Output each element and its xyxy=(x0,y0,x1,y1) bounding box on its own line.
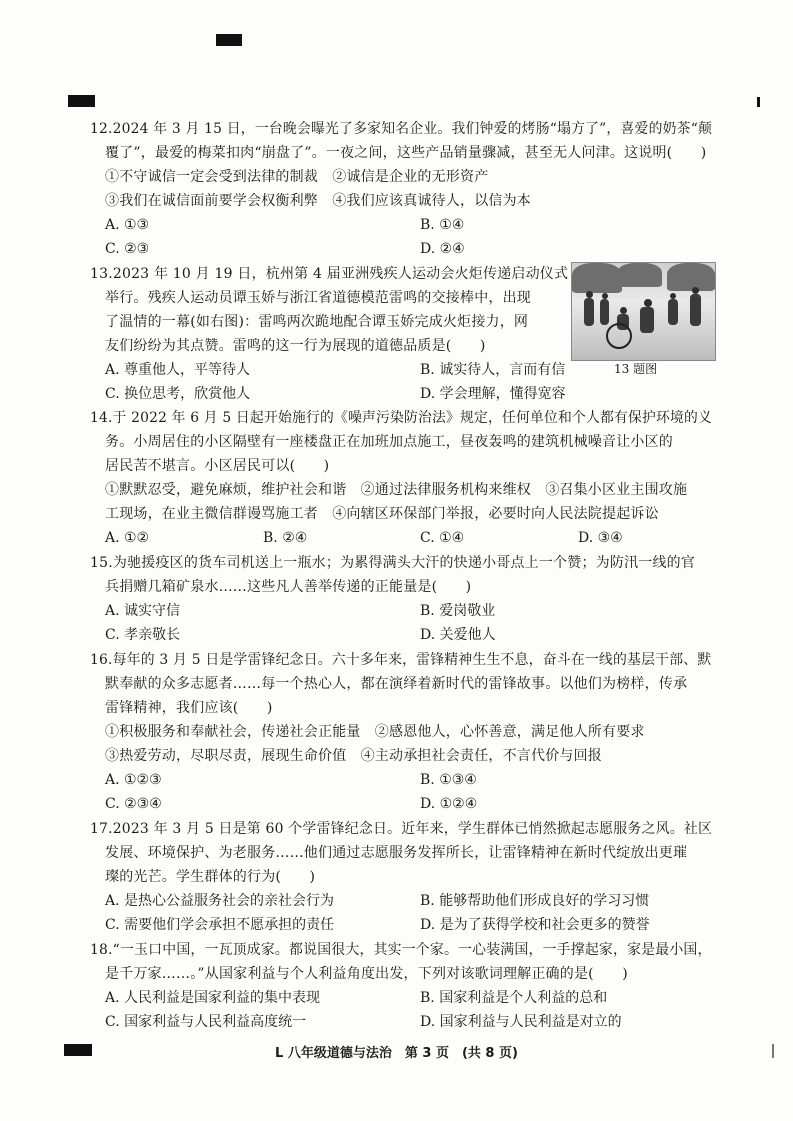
option-c: C. ②③ xyxy=(105,241,150,257)
option-b: B. 国家利益是个人利益的总和 xyxy=(420,990,608,1006)
question-text-line: 务。小周居住的小区隔壁有一座楼盘正在加班加点施工，昼夜轰鸣的建筑机械噪音让小区的 xyxy=(105,434,673,450)
option-c: C. 国家利益与人民利益高度统一 xyxy=(105,1014,307,1030)
option-b: B. ①③④ xyxy=(420,772,477,788)
option-a: A. 尊重他人，平等待人 xyxy=(105,362,251,378)
question-text-line: 居民苦不堪言。小区居民可以( ) xyxy=(105,458,330,474)
question-text-line: 举行。残疾人运动员谭玉娇与浙江省道德模范雷鸣的交接棒中，出现 xyxy=(105,290,531,306)
option-d: D. ②④ xyxy=(420,241,465,257)
option-b: B. 能够帮助他们形成良好的学习习惯 xyxy=(420,893,650,909)
question-text-line: 13.2023 年 10 月 19 日，杭州第 4 届亚洲残疾人运动会火炬传递启动仪式 xyxy=(90,266,569,282)
option-d: D. 国家利益与人民利益是对立的 xyxy=(420,1014,622,1030)
question-text-line: 兵捐赠几箱矿泉水……这些凡人善举传递的正能量是( ) xyxy=(105,579,472,595)
registration-mark xyxy=(757,97,760,107)
option-c: C. 需要他们学会承担不愿承担的责任 xyxy=(105,917,335,933)
registration-mark xyxy=(68,95,95,107)
option-a: A. 人民利益是国家利益的集中表现 xyxy=(105,990,321,1006)
option-c: C. 换位思考，欣赏他人 xyxy=(105,386,251,402)
registration-mark xyxy=(216,34,242,46)
option-c: C. ①④ xyxy=(420,530,465,546)
option-b: B. ②④ xyxy=(263,530,308,546)
statement-line: ③热爱劳动，尽职尽责，展现生命价值 ④主动承担社会责任，不言代价与回报 xyxy=(105,748,602,764)
question-text-line: 16.每年的 3 月 5 日是学雷锋纪念日。六十多年来，雷锋精神生生不息，奋斗在一线的基层干部、默 xyxy=(90,652,712,668)
question-text-line: 发展、环境保护、为老服务……他们通过志愿服务发挥所长，让雷锋精神在新时代绽放出更璀 xyxy=(105,845,688,861)
question-text-line: 了温情的一幕(如右图)：雷鸣两次跪地配合谭玉娇完成火炬接力，网 xyxy=(105,314,529,330)
statement-line: ①默默忍受，避免麻烦，维护社会和谐 ②通过法律服务机构来维权 ③召集小区业主围攻施 xyxy=(105,482,688,498)
question-text-line: 18.“一玉口中国，一瓦顶成家。都说国很大，其实一个家。一心装满国，一手撑起家，家是最小国， xyxy=(90,942,712,958)
statement-line: ③我们在诚信面前要学会权衡利弊 ④我们应该真诚待人，以信为本 xyxy=(105,193,531,209)
statement-line: 工现场，在业主微信群谩骂施工者 ④向辖区环保部门举报，必要时向人民法院提起诉讼 xyxy=(105,506,659,522)
option-b: B. 爱岗敬业 xyxy=(420,603,496,619)
option-b: B. ①④ xyxy=(420,217,465,233)
question-text-line: 14.于 2022 年 6 月 5 日起开始施行的《噪声污染防治法》规定，任何单位和个人都有保护环境的义 xyxy=(90,410,712,426)
option-a: A. 诚实守信 xyxy=(105,603,181,619)
question-text-line: 雷锋精神，我们应该( ) xyxy=(105,700,273,716)
image-caption: 13 题图 xyxy=(614,362,658,376)
option-a: A. ①②③ xyxy=(105,772,162,788)
statement-line: ①积极服务和奉献社会，传递社会正能量 ②感恩他人，心怀善意，满足他人所有要求 xyxy=(105,724,645,740)
option-a: A. ①② xyxy=(105,530,150,546)
question-text-line: 是千万家……。”从国家利益与个人利益角度出发，下列对该歌词理解正确的是( ) xyxy=(105,966,628,982)
option-d: D. ③④ xyxy=(578,530,623,546)
question-text-line: 默奉献的众多志愿者……每一个热心人，都在演绎着新时代的雷锋故事。以他们为榜样，传承 xyxy=(105,676,688,692)
question-text-line: 15.为驰援疫区的货车司机送上一瓶水；为累得满头大汗的快递小哥点上一个赞；为防汛一线的官 xyxy=(90,555,696,571)
option-c: C. 孝亲敬长 xyxy=(105,627,181,643)
option-b: B. 诚实待人，言而有信 xyxy=(420,362,566,378)
option-a: A. 是热心公益服务社会的亲社会行为 xyxy=(105,893,335,909)
option-d: D. 是为了获得学校和社会更多的赞誉 xyxy=(420,917,650,933)
question-text-line: 12.2024 年 3 月 15 日，一台晚会曝光了多家知名企业。我们钟爱的烤肠“塌方了”，喜爱的奶茶“颠 xyxy=(90,121,713,137)
option-c: C. ②③④ xyxy=(105,796,162,812)
page-footer: L 八年级道德与法治 第 3 页 (共 8 页) xyxy=(275,1046,518,1061)
option-d: D. 关爱他人 xyxy=(420,627,496,643)
question-text-line: 友们纷纷为其点赞。雷鸣的这一行为展现的道德品质是( ) xyxy=(105,338,486,354)
option-d: D. ①②④ xyxy=(420,796,478,812)
torch-relay-photo xyxy=(571,262,716,361)
option-d: D. 学会理解，懂得宽容 xyxy=(420,386,566,402)
statement-line: ①不守诚信一定会受到法律的制裁 ②诚信是企业的无形资产 xyxy=(105,169,489,185)
option-a: A. ①③ xyxy=(105,217,150,233)
question-text-line: 覆了”，最爱的梅菜扣肉“崩盘了”。一夜之间，这些产品销量骤减，甚至无人问津。这说明( ) xyxy=(105,145,707,161)
question-text-line: 璨的光芒。学生群体的行为( ) xyxy=(105,869,316,885)
question-text-line: 17.2023 年 3 月 5 日是第 60 个学雷锋纪念日。近年来，学生群体已悄然掀起志愿服务之风。社区 xyxy=(90,821,713,837)
